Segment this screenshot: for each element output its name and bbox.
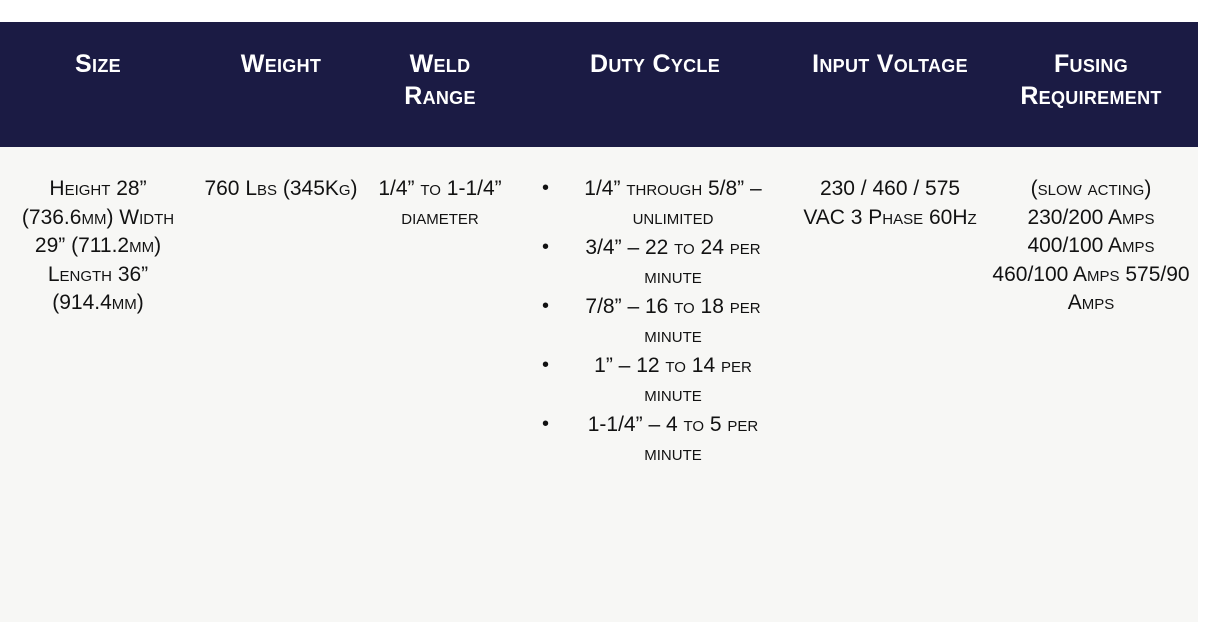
column-header-duty-cycle: Duty Cycle bbox=[589, 50, 721, 78]
list-item: • 3/4” – 22 to 24 per minute bbox=[566, 234, 780, 291]
cell-weld-range: 1/4” to 1-1/4” diameter bbox=[378, 177, 502, 229]
list-item: • 1-1/4” – 4 to 5 per minute bbox=[566, 411, 780, 468]
column-header-fusing-requirement: Fusing Requirement bbox=[1020, 50, 1162, 110]
column-header-weight: Weight bbox=[240, 50, 322, 78]
column-header-size: Size bbox=[75, 50, 121, 78]
cell-weight: 760 Lbs (345Kg) bbox=[204, 177, 358, 200]
cell-input-voltage: 230 / 460 / 575 VAC 3 Phase 60Hz bbox=[803, 177, 977, 229]
list-item: • 1” – 12 to 14 per minute bbox=[566, 352, 780, 409]
specifications-table bbox=[0, 22, 1198, 622]
column-header-weld-range: Weld Range bbox=[404, 50, 476, 110]
duty-cycle-list bbox=[520, 175, 790, 468]
cell-size: Height 28” (736.6mm) Width 29” (711.2mm) Length 36” (914.4mm) bbox=[21, 177, 175, 315]
cell-fusing-requirement: (slow acting) 230/200 Amps 400/100 Amps 460/100 Amps 575/90 Amps bbox=[992, 177, 1190, 315]
list-item: • 1/4” through 5/8” – unlimited bbox=[566, 175, 780, 232]
table-row bbox=[0, 147, 1198, 622]
column-header-input-voltage: Input Voltage bbox=[812, 50, 968, 78]
list-item: • 7/8” – 16 to 18 per minute bbox=[566, 293, 780, 350]
cell-duty-cycle bbox=[514, 147, 796, 622]
table-header-row bbox=[0, 22, 1198, 147]
